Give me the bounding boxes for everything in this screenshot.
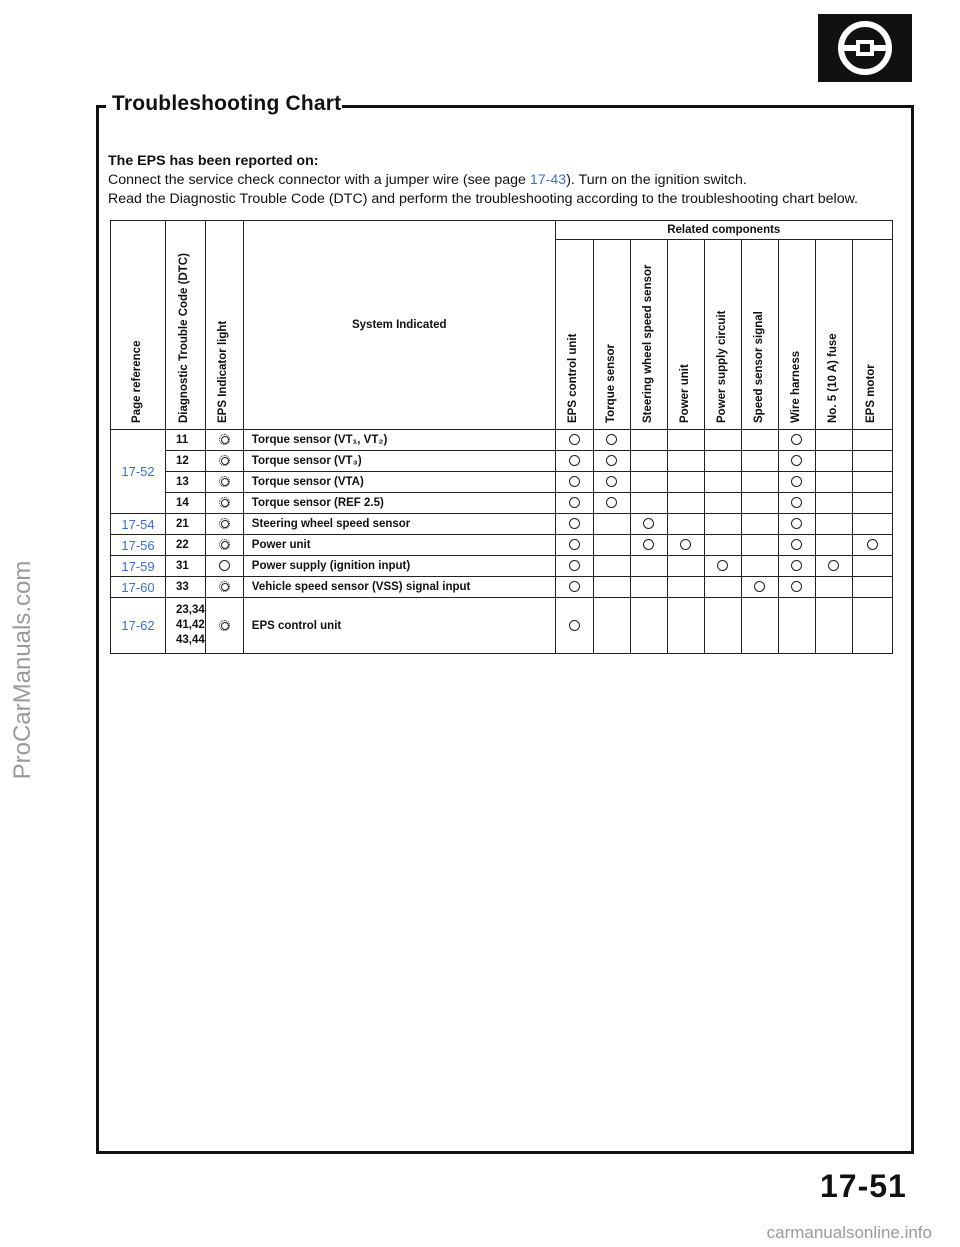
steering-wheel-icon xyxy=(818,14,912,82)
related-mark-circle-icon xyxy=(555,430,593,451)
related-mark-empty xyxy=(852,493,892,514)
page-reference-link[interactable]: 17-62 xyxy=(111,598,166,654)
dtc-code: 13 xyxy=(166,472,206,493)
table-row xyxy=(111,535,893,556)
related-mark-empty xyxy=(593,577,630,598)
indicator-blink-icon xyxy=(205,451,243,472)
dtc-code: 14 xyxy=(166,493,206,514)
related-mark-empty xyxy=(741,514,778,535)
related-mark-empty xyxy=(741,472,778,493)
intro-line-2: Read the Diagnostic Trouble Code (DTC) and perform the troubleshooting according to the troubleshooting chart below. xyxy=(108,191,859,207)
system-indicated: Torque sensor (REF 2.5) xyxy=(243,493,555,514)
related-mark-circle-icon xyxy=(630,535,667,556)
related-mark-empty xyxy=(704,430,741,451)
related-mark-empty xyxy=(852,430,892,451)
dtc-code: 12 xyxy=(166,451,206,472)
page-reference-link[interactable]: 17-56 xyxy=(111,535,166,556)
related-mark-empty xyxy=(778,598,815,654)
table-row xyxy=(111,577,893,598)
related-mark-empty xyxy=(630,577,667,598)
indicator-blink-icon xyxy=(205,535,243,556)
related-mark-circle-icon xyxy=(778,556,815,577)
page-reference-link[interactable]: 17-60 xyxy=(111,577,166,598)
intro-lead: The EPS has been reported on: xyxy=(108,153,319,169)
related-mark-empty xyxy=(630,556,667,577)
system-indicated: EPS control unit xyxy=(243,598,555,654)
related-mark-empty xyxy=(704,451,741,472)
related-mark-empty xyxy=(852,598,892,654)
header-indicator: EPS Indicator light xyxy=(205,221,243,430)
related-mark-empty xyxy=(593,535,630,556)
page-link-17-43[interactable]: 17-43 xyxy=(529,172,567,188)
related-mark-empty xyxy=(630,451,667,472)
system-indicated: Torque sensor (VT₁, VT₂) xyxy=(243,430,555,451)
related-mark-empty xyxy=(852,514,892,535)
header-dtc: Diagnostic Trouble Code (DTC) xyxy=(166,221,206,430)
indicator-blink-icon xyxy=(205,472,243,493)
related-mark-empty xyxy=(593,514,630,535)
table-row xyxy=(111,430,893,451)
related-mark-circle-icon xyxy=(667,535,704,556)
related-mark-empty xyxy=(852,451,892,472)
intro-text xyxy=(108,152,908,209)
related-mark-circle-icon xyxy=(555,556,593,577)
header-component: EPS motor xyxy=(852,240,892,430)
dtc-code: 33 xyxy=(166,577,206,598)
related-mark-circle-icon xyxy=(778,577,815,598)
related-mark-empty xyxy=(815,451,852,472)
related-mark-circle-icon xyxy=(555,472,593,493)
related-mark-circle-icon xyxy=(593,430,630,451)
related-mark-empty xyxy=(667,472,704,493)
related-mark-empty xyxy=(815,598,852,654)
indicator-on-icon xyxy=(205,556,243,577)
related-mark-circle-icon xyxy=(555,535,593,556)
related-mark-empty xyxy=(741,493,778,514)
related-mark-empty xyxy=(593,556,630,577)
related-mark-circle-icon xyxy=(741,577,778,598)
system-indicated: Torque sensor (VT₃) xyxy=(243,451,555,472)
related-mark-empty xyxy=(815,535,852,556)
header-component: No. 5 (10 A) fuse xyxy=(815,240,852,430)
troubleshooting-table xyxy=(110,220,893,654)
related-mark-circle-icon xyxy=(555,598,593,654)
related-mark-empty xyxy=(852,556,892,577)
related-mark-empty xyxy=(704,577,741,598)
system-indicated: Power unit xyxy=(243,535,555,556)
related-mark-empty xyxy=(667,556,704,577)
bottom-watermark: carmanualsonline.info xyxy=(766,1223,932,1242)
related-mark-empty xyxy=(741,430,778,451)
header-related-components: Related components xyxy=(555,221,892,240)
indicator-blink-icon xyxy=(205,514,243,535)
table-row xyxy=(111,598,893,654)
indicator-blink-icon xyxy=(205,598,243,654)
table-row xyxy=(111,556,893,577)
related-mark-empty xyxy=(630,598,667,654)
page-title: Troubleshooting Chart xyxy=(112,92,342,115)
system-indicated: Power supply (ignition input) xyxy=(243,556,555,577)
related-mark-empty xyxy=(667,451,704,472)
header-component: Power unit xyxy=(667,240,704,430)
related-mark-circle-icon xyxy=(555,514,593,535)
intro-line-1: Connect the service check connector with a jumper wire (see page 17-43). Turn on the ignition switch. xyxy=(108,172,747,188)
table-row xyxy=(111,472,893,493)
related-mark-empty xyxy=(704,514,741,535)
header-page-reference: Page reference xyxy=(111,221,166,430)
related-mark-empty xyxy=(630,472,667,493)
related-mark-circle-icon xyxy=(593,451,630,472)
indicator-blink-icon xyxy=(205,577,243,598)
related-mark-empty xyxy=(815,493,852,514)
related-mark-circle-icon xyxy=(778,535,815,556)
dtc-code: 11 xyxy=(166,430,206,451)
related-mark-circle-icon xyxy=(778,514,815,535)
related-mark-empty xyxy=(741,535,778,556)
related-mark-circle-icon xyxy=(555,577,593,598)
indicator-blink-icon xyxy=(205,430,243,451)
dtc-code: 21 xyxy=(166,514,206,535)
table-row xyxy=(111,451,893,472)
related-mark-circle-icon xyxy=(555,451,593,472)
system-indicated: Vehicle speed sensor (VSS) signal input xyxy=(243,577,555,598)
table-row xyxy=(111,493,893,514)
related-mark-circle-icon xyxy=(815,556,852,577)
related-mark-empty xyxy=(704,493,741,514)
related-mark-circle-icon xyxy=(704,556,741,577)
header-component: Wire harness xyxy=(778,240,815,430)
header-component: EPS control unit xyxy=(555,240,593,430)
related-mark-circle-icon xyxy=(778,430,815,451)
system-indicated: Steering wheel speed sensor xyxy=(243,514,555,535)
related-mark-empty xyxy=(667,514,704,535)
related-mark-circle-icon xyxy=(852,535,892,556)
side-watermark: ProCarManuals.com xyxy=(9,560,36,780)
related-mark-empty xyxy=(815,430,852,451)
related-mark-empty xyxy=(704,535,741,556)
related-mark-empty xyxy=(704,472,741,493)
related-mark-empty xyxy=(815,514,852,535)
dtc-code: 22 xyxy=(166,535,206,556)
related-mark-empty xyxy=(667,430,704,451)
page-reference-link[interactable]: 17-54 xyxy=(111,514,166,535)
related-mark-empty xyxy=(741,598,778,654)
system-indicated: Torque sensor (VTA) xyxy=(243,472,555,493)
related-mark-circle-icon xyxy=(778,493,815,514)
related-mark-empty xyxy=(630,430,667,451)
related-mark-empty xyxy=(667,577,704,598)
page-number: 17-51 xyxy=(820,1168,907,1204)
related-mark-empty xyxy=(852,577,892,598)
related-mark-circle-icon xyxy=(593,472,630,493)
related-mark-circle-icon xyxy=(630,514,667,535)
dtc-code: 31 xyxy=(166,556,206,577)
header-component: Steering wheel speed sensor xyxy=(630,240,667,430)
related-mark-empty xyxy=(815,472,852,493)
related-mark-empty xyxy=(593,598,630,654)
related-mark-empty xyxy=(630,493,667,514)
related-mark-empty xyxy=(667,493,704,514)
page-reference-link[interactable]: 17-52 xyxy=(111,430,166,514)
header-component: Speed sensor signal xyxy=(741,240,778,430)
related-mark-circle-icon xyxy=(593,493,630,514)
related-mark-empty xyxy=(741,556,778,577)
related-mark-empty xyxy=(667,598,704,654)
header-system-indicated: System Indicated xyxy=(243,221,555,430)
related-mark-empty xyxy=(704,598,741,654)
header-component: Torque sensor xyxy=(593,240,630,430)
related-mark-circle-icon xyxy=(778,472,815,493)
table-row xyxy=(111,514,893,535)
related-mark-circle-icon xyxy=(555,493,593,514)
header-component: Power supply circuit xyxy=(704,240,741,430)
related-mark-circle-icon xyxy=(778,451,815,472)
indicator-blink-icon xyxy=(205,493,243,514)
dtc-code: 23,34 41,42 43,44 xyxy=(166,598,206,654)
page-reference-link[interactable]: 17-59 xyxy=(111,556,166,577)
related-mark-empty xyxy=(741,451,778,472)
related-mark-empty xyxy=(852,472,892,493)
related-mark-empty xyxy=(815,577,852,598)
